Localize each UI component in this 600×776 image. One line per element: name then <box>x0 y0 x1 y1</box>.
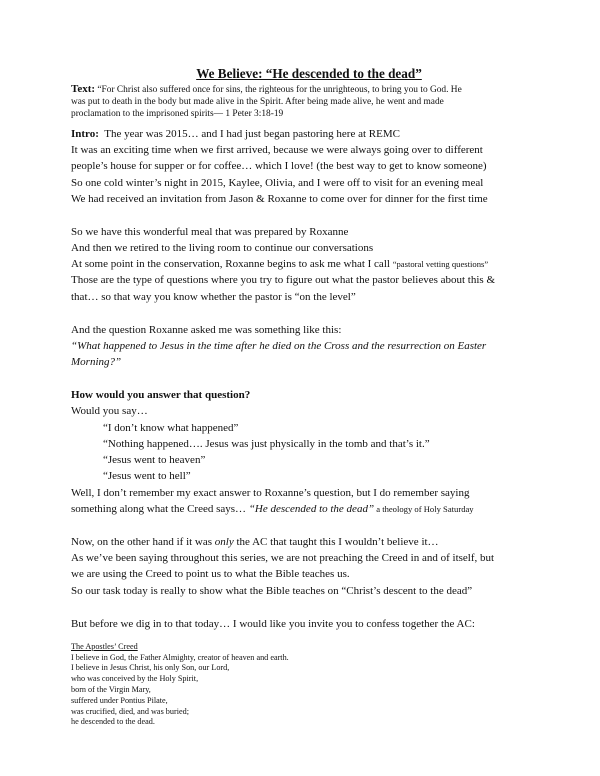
creed-line: I believe in Jesus Christ, his only Son, our Lord, <box>71 663 230 673</box>
creed-note-line: So our task today is really to show what the Bible teaches on “Christ’s descent to the dead” <box>71 584 473 597</box>
creed-note-line: we are using the Creed to point us to what the Bible teaches us. <box>71 568 350 581</box>
creed-line: was crucified, died, and was buried; <box>71 706 189 716</box>
intro-section <box>71 126 541 632</box>
intro-label: Intro: <box>71 127 99 140</box>
answer-option: “Nothing happened…. Jesus was just physically in the tomb and that’s it.” <box>103 437 430 450</box>
creed-note-line: As we’ve been saying throughout this series, we are not preaching the Creed in and of itself, but <box>71 552 495 565</box>
answer-option: “I don’t know what happened” <box>103 421 239 434</box>
meal-line: And then we retired to the living room to continue our conversations <box>71 241 374 254</box>
question-quote: “What happened to Jesus in the time after he died on the Cross and the resurrection on Easter <box>71 339 487 352</box>
creed-line: he descended to the dead. <box>71 717 155 727</box>
creed-line: born of the Virgin Mary, <box>71 685 151 695</box>
intro-line: So one cold winter’s night in 2015, Kaylee, Olivia, and I were off to visit for an evening meal <box>71 176 484 189</box>
intro-line: It was an exciting time when we first arrived, because we were always going over to different <box>71 143 483 156</box>
answer-option: “Jesus went to hell” <box>103 470 191 483</box>
meal-line: Those are the type of questions where you try to figure out what the pastor believes about this & <box>71 274 496 287</box>
scripture-line: Text: “For Christ also suffered once for sins, the righteous for the unrighteous, to bring you to God. He <box>71 83 462 95</box>
creed-line: suffered under Pontius Pilate, <box>71 695 168 705</box>
scripture-label: Text: <box>71 83 96 95</box>
scripture-line: proclamation to the imprisoned spirits— 1 Peter 3:18-19 <box>71 109 284 120</box>
creed-line: who was conceived by the Holy Spirit, <box>71 674 199 684</box>
intro-line: people’s house for supper or for coffee… which I love! (the best way to get to know someone) <box>71 160 487 173</box>
scripture-text <box>71 83 541 121</box>
section-heading: How would you answer that question? <box>71 388 251 401</box>
meal-line: At some point in the conservation, Roxanne begins to ask me what I call “pastoral vetting questions” <box>71 258 489 271</box>
vetting-term: “pastoral vetting questions” <box>392 259 489 270</box>
answer-option: “Jesus went to heaven” <box>103 454 206 467</box>
answer-line: Well, I don’t remember my exact answer to Roxanne’s question, but I do remember saying <box>71 486 470 499</box>
scripture-line: was put to death in the body but made alive in the Spirit. After being made alive, he went and made <box>71 97 444 108</box>
question-line: And the question Roxanne asked me was something like this: <box>71 323 342 336</box>
intro-line: Intro: The year was 2015… and I had just began pastoring here at REMC <box>71 127 400 140</box>
answer-line: something along what the Creed says… “He descended to the dead” a theology of Holy Saturday <box>71 503 474 516</box>
creed-line: I believe in God, the Father Almighty, creator of heaven and earth. <box>71 652 289 662</box>
page-title: We Believe: “He descended to the dead” <box>196 66 422 81</box>
answer-line: Would you say… <box>71 405 148 418</box>
intro-line: We had received an invitation from Jason & Roxanne to come over for dinner for the first time <box>71 192 488 205</box>
creed-note-line: Now, on the other hand if it was only the AC that taught this I wouldn’t believe it… <box>71 535 439 548</box>
question-quote: Morning?” <box>71 356 122 369</box>
sermon-content <box>71 66 541 728</box>
meal-line: So we have this wonderful meal that was prepared by Roxanne <box>71 225 349 238</box>
apostles-creed <box>71 642 541 728</box>
meal-line: that… so that way you know whether the pastor is “on the level” <box>71 290 356 303</box>
invite-line: But before we dig in to that today… I would like you invite you to confess together the AC: <box>71 617 475 630</box>
creed-title: The Apostles’ Creed <box>71 641 138 651</box>
